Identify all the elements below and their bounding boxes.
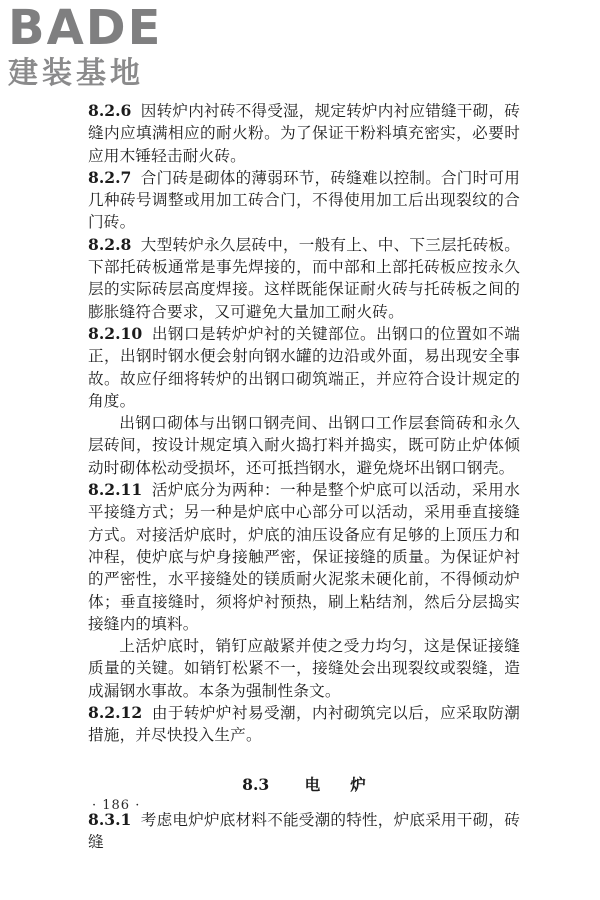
clause-8-2-10-continued	[88, 412, 520, 479]
document-body	[88, 100, 520, 853]
clause-number: 8.2.11	[88, 480, 143, 500]
clause-number: 8.2.12	[88, 703, 143, 723]
clause-text: 由于转炉炉衬易受潮，内衬砌筑完以后，应采取防潮措施，并尽快投入生产。	[88, 704, 520, 745]
clause-8-3-1	[88, 809, 520, 854]
clause-text: 大型转炉永久层砖中，一般有上、中、下三层托砖板。下部托砖板通常是事先焊接的，而中部和上部托砖板应按永久层的实际砖层高度焊接。这样既能保证耐火砖与托砖板之间的膨胀缝符合要求，又可避免大量加工耐火砖。	[88, 235, 520, 321]
logo-wordmark: BADE	[8, 0, 163, 56]
clause-number: 8.2.10	[88, 323, 143, 343]
clause-number: 8.2.7	[88, 167, 132, 187]
page-number: · 186 ·	[92, 798, 141, 813]
logo-subtitle: 建装基地	[8, 56, 144, 91]
clause-text: 出钢口是转炉炉衬的关键部位。出钢口的位置如不端正，出钢时钢水便会射向钢水罐的边沿或外面，易出现安全事故。故应仔细将转炉的出钢口砌筑端正，并应符合设计规定的角度。	[88, 324, 520, 410]
clause-text: 活炉底分为两种：一种是整个炉底可以活动，采用水平接缝方式；另一种是炉底中心部分可以活动，采用垂直接缝方式。对接活炉底时，炉底的油压设备应有足够的上顶压力和冲程，使炉底与炉身接触严密，保证接缝的质量。为保证炉衬的严密性，水平接缝处的镁质耐火泥浆未硬化前，不得倾动炉体；垂直接缝时，须将炉衬预热，刷上粘结剂，然后分层捣实接缝内的填料。	[88, 481, 520, 633]
clause-text: 合门砖是砌体的薄弱环节，砖缝难以控制。合门时可用几种砖号调整或用加工砖合门，不得使用加工后出现裂纹的合门砖。	[88, 168, 520, 232]
bade-logo	[8, 0, 183, 96]
clause-8-2-6	[88, 100, 520, 167]
clause-8-2-7	[88, 167, 520, 234]
section-number: 8.3	[242, 774, 270, 794]
clause-8-2-12	[88, 702, 520, 747]
clause-8-2-10	[88, 323, 520, 412]
clause-number: 8.2.8	[88, 234, 132, 254]
section-title-char-2: 炉	[350, 774, 366, 794]
section-heading	[88, 773, 520, 795]
clause-8-2-11	[88, 479, 520, 635]
clause-text: 上活炉底时，销钉应敲紧并使之受力均匀，这是保证接缝质量的关键。如销钉松紧不一，接缝处会出现裂纹或裂缝，造成漏钢水事故。本条为强制性条文。	[88, 637, 520, 700]
clause-number: 8.2.6	[88, 101, 132, 120]
clause-text: 因转炉内衬砖不得受湿，规定转炉内衬应错缝干砌，砖缝内应填满相应的耐火粉。为了保证干粉料填充密实，必要时应用木锤轻击耐火砖。	[88, 102, 520, 165]
clause-number: 8.3.1	[88, 809, 132, 829]
clause-text: 考虑电炉炉底材料不能受潮的特性，炉底采用干砌，砖缝	[88, 810, 520, 851]
clause-text: 出钢口砌体与出钢口钢壳间、出钢口工作层套筒砖和永久层砖间，按设计规定填入耐火捣打料并捣实，既可防止炉体倾动时砌体松动受损坏，还可抵挡钢水，避免烧坏出钢口钢壳。	[88, 414, 520, 477]
section-title-char-1: 电	[304, 774, 321, 794]
clause-8-2-11-continued	[88, 635, 520, 702]
clause-8-2-8	[88, 234, 520, 323]
